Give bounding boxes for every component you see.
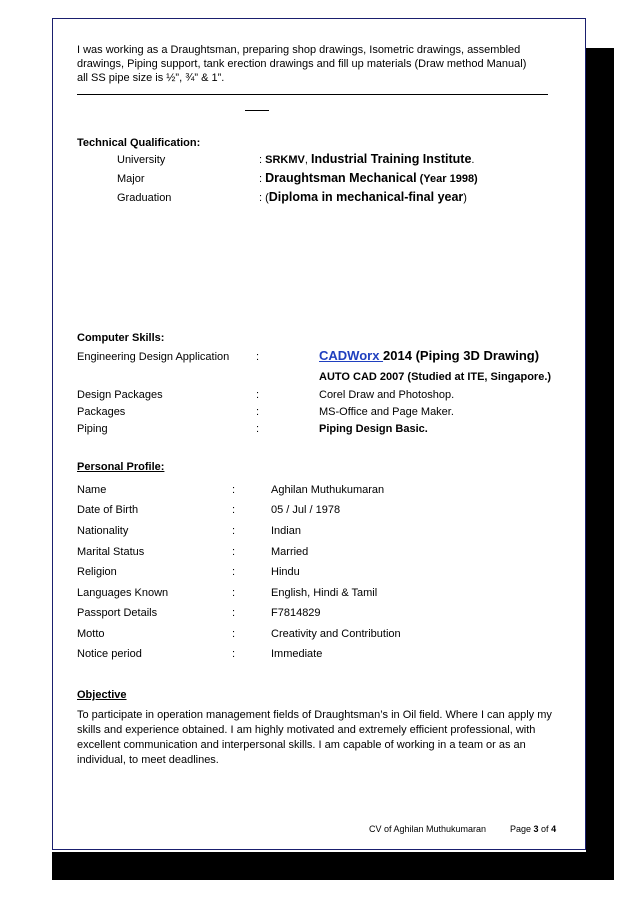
profile-row-value: Creativity and Contribution — [271, 628, 401, 640]
design-colon: : — [256, 389, 260, 401]
profile-row-value: Immediate — [271, 648, 323, 660]
profile-row-colon: : — [232, 648, 236, 660]
profile-row-colon: : — [232, 587, 236, 599]
eda-colon: : — [256, 351, 260, 363]
profile-row-value: Aghilan Muthukumaran — [271, 484, 385, 496]
profile-row-value: F7814829 — [271, 607, 321, 619]
profile-row-label: Nationality — [77, 525, 129, 537]
personal-heading: Personal Profile: — [77, 461, 165, 473]
profile-row-value: Married — [271, 546, 309, 558]
profile-row-colon: : — [232, 607, 236, 619]
design-value: Corel Draw and Photoshop. — [319, 389, 455, 401]
eda-label: Engineering Design Application — [77, 351, 230, 363]
objective-line-1: To participate in operation management fields of Draughtsman’s in Oil field. Where I can apply my — [77, 709, 552, 721]
profile-row-value: 05 / Jul / 1978 — [271, 504, 341, 516]
piping-label: Piping — [77, 423, 108, 435]
objective-line-3: excellent communication and interpersonal skills. I am capable of working in a team or as an — [77, 739, 526, 751]
technical-heading: Technical Qualification: — [77, 137, 201, 149]
objective-line-2: skills and experience obtained. I am highly motivated and extremely efficient professional, with — [77, 724, 536, 736]
profile-row-label: Motto — [77, 628, 105, 640]
profile-row-label: Name — [77, 484, 107, 496]
profile-row-colon: : — [232, 566, 236, 578]
profile-row-colon: : — [232, 504, 236, 516]
profile-row-value: English, Hindi & Tamil — [271, 587, 378, 599]
packages-colon: : — [256, 406, 260, 418]
intro-line-3: all SS pipe size is ½”, ¾” & 1”. — [77, 72, 225, 84]
piping-value: Piping Design Basic. — [319, 423, 428, 435]
footer-cv-of: CV of Aghilan Muthukumaran — [369, 824, 487, 834]
profile-row-label: Marital Status — [77, 546, 145, 558]
design-label: Design Packages — [77, 389, 163, 401]
separator-rule — [77, 94, 548, 95]
intro-line-2: drawings, Piping support, tank erection drawings and fill up materials (Draw method Manual) — [77, 58, 527, 70]
major-value: : Draughtsman Mechanical (Year 1998) — [259, 171, 478, 185]
separator-rule-tail — [245, 110, 269, 111]
intro-line-1: I was working as a Draughtsman, preparing shop drawings, Isometric drawings, assembled — [77, 44, 521, 56]
profile-row-label: Passport Details — [77, 607, 158, 619]
profile-row-colon: : — [232, 525, 236, 537]
profile-row-label: Date of Birth — [77, 504, 139, 516]
piping-colon: : — [256, 423, 260, 435]
profile-row-label: Religion — [77, 566, 117, 578]
autocad-value: AUTO CAD 2007 (Studied at ITE, Singapore.) — [319, 371, 552, 383]
packages-label: Packages — [77, 406, 126, 418]
packages-value: MS-Office and Page Maker. — [319, 406, 454, 418]
profile-row-value: Hindu — [271, 566, 300, 578]
objective-line-4: individual, to meet deadlines. — [77, 754, 219, 766]
university-label: University — [117, 154, 166, 166]
profile-row-colon: : — [232, 628, 236, 640]
page-shadow-right — [586, 48, 614, 880]
profile-row-colon: : — [232, 546, 236, 558]
cadworx-value: CADWorx 2014 (Piping 3D Drawing) — [319, 348, 540, 363]
profile-row-label: Notice period — [77, 648, 142, 660]
objective-heading: Objective — [77, 689, 127, 701]
graduation-value: : (Diploma in mechanical-final year) — [259, 190, 467, 204]
profile-row-label: Languages Known — [77, 587, 169, 599]
page-shadow-bottom — [52, 852, 614, 880]
university-value: : SRKMV, Industrial Training Institute. — [259, 152, 475, 166]
profile-row-colon: : — [232, 484, 236, 496]
footer-page-number: Page 3 of 4 — [510, 824, 557, 834]
graduation-label: Graduation — [117, 192, 172, 204]
profile-row-value: Indian — [271, 525, 301, 537]
cadworx-link[interactable]: CADWorx — [319, 348, 384, 363]
major-label: Major — [117, 173, 145, 185]
computer-heading: Computer Skills: — [77, 332, 165, 344]
